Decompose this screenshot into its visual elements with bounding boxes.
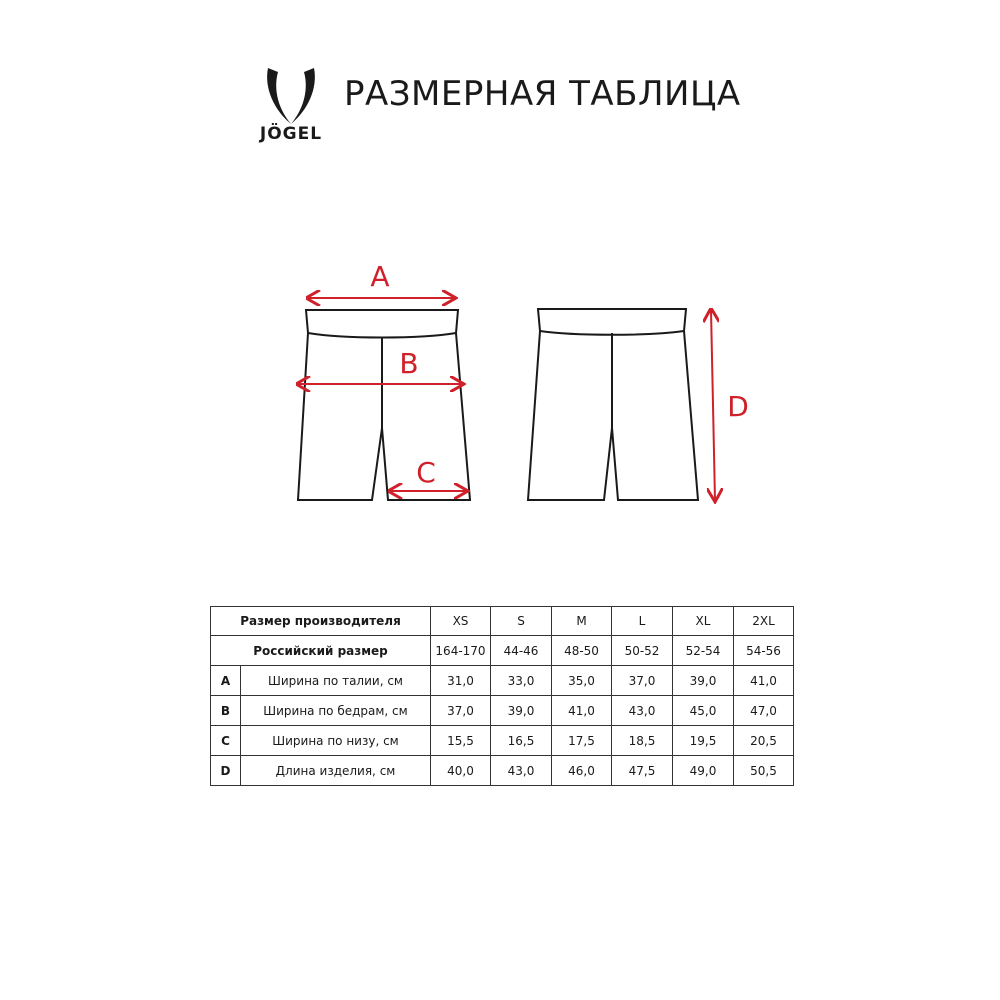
table-cell: 20,5	[734, 726, 794, 756]
table-cell: 40,0	[431, 756, 491, 786]
table-cell: 45,0	[673, 696, 734, 726]
front-shorts	[298, 310, 470, 500]
table-cell: 39,0	[491, 696, 552, 726]
table-row	[211, 726, 794, 756]
size-cell: 2XL	[734, 607, 794, 636]
size-cell: XS	[431, 607, 491, 636]
ru-size-cell: 54-56	[734, 636, 794, 666]
table-cell: 15,5	[431, 726, 491, 756]
table-cell: 47,0	[734, 696, 794, 726]
table-cell: 16,5	[491, 726, 552, 756]
size-cell: XL	[673, 607, 734, 636]
table-cell: 33,0	[491, 666, 552, 696]
table-cell: 37,0	[431, 696, 491, 726]
ru-size-cell: 44-46	[491, 636, 552, 666]
row-label: Ширина по низу, см	[241, 726, 431, 756]
row-label: Ширина по бедрам, см	[241, 696, 431, 726]
header-label: Размер производителя	[211, 607, 431, 636]
table-cell: 43,0	[491, 756, 552, 786]
table-cell: 46,0	[552, 756, 612, 786]
row-letter: D	[211, 756, 241, 786]
table-header-row	[211, 607, 794, 636]
table-cell: 37,0	[612, 666, 673, 696]
table-row	[211, 756, 794, 786]
front-body	[298, 333, 470, 500]
ru-size-cell: 50-52	[612, 636, 673, 666]
table-row	[211, 696, 794, 726]
ru-size-cell: 164-170	[431, 636, 491, 666]
front-waistband	[306, 310, 458, 338]
label-d: D	[727, 390, 749, 423]
table-cell: 39,0	[673, 666, 734, 696]
back-waistband	[538, 309, 686, 335]
table-cell: 50,5	[734, 756, 794, 786]
size-cell: M	[552, 607, 612, 636]
measurement-d	[711, 310, 715, 500]
size-cell: L	[612, 607, 673, 636]
table-cell: 17,5	[552, 726, 612, 756]
table-row	[211, 666, 794, 696]
label-a: A	[370, 260, 390, 293]
table-cell: 47,5	[612, 756, 673, 786]
ru-size-cell: 52-54	[673, 636, 734, 666]
table-cell: 35,0	[552, 666, 612, 696]
ru-size-cell: 48-50	[552, 636, 612, 666]
table-cell: 31,0	[431, 666, 491, 696]
row-letter: B	[211, 696, 241, 726]
table-cell: 41,0	[734, 666, 794, 696]
row-label: Длина изделия, см	[241, 756, 431, 786]
table-cell: 19,5	[673, 726, 734, 756]
row-label: Ширина по талии, см	[241, 666, 431, 696]
label-c: C	[416, 456, 436, 489]
row-letter: A	[211, 666, 241, 696]
table-cell: 43,0	[612, 696, 673, 726]
back-shorts	[528, 309, 698, 500]
table-cell: 41,0	[552, 696, 612, 726]
brand-name: JÖGEL	[259, 124, 323, 144]
table-cell: 49,0	[673, 756, 734, 786]
page-title: РАЗМЕРНАЯ ТАБЛИЦА	[344, 74, 741, 114]
size-table	[210, 606, 794, 786]
ru-size-label: Российский размер	[211, 636, 431, 666]
label-b: B	[399, 347, 419, 380]
size-cell: S	[491, 607, 552, 636]
table-ru-row	[211, 636, 794, 666]
row-letter: C	[211, 726, 241, 756]
table-cell: 18,5	[612, 726, 673, 756]
